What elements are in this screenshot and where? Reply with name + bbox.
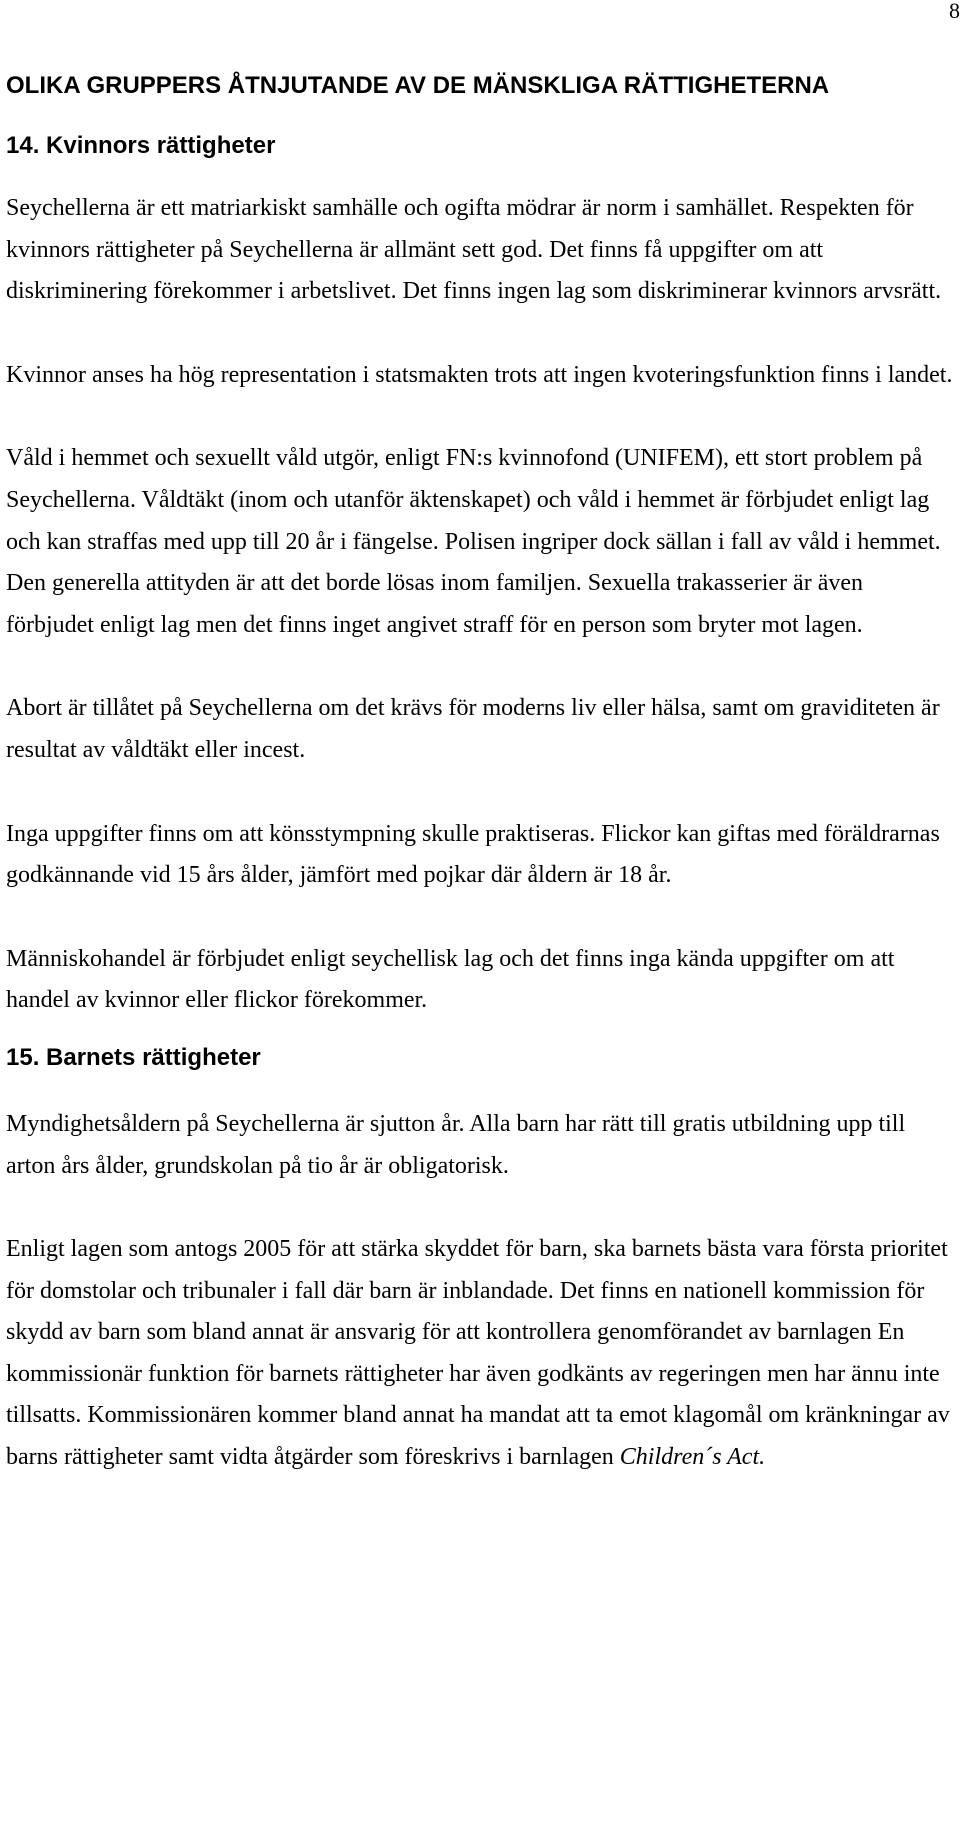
paragraph [6,1229,956,1479]
paragraph: Människohandel är förbjudet enligt seychellisk lag och det finns inga kända uppgifter om att handel av kvinnor eller flickor förekommer. [6,945,895,1014]
document-body [6,70,956,1479]
paragraph: Seychellerna är ett matriarkiskt samhälle och ogifta mödrar är norm i samhället. Respekten för kvinnors rättigheter på Seychellerna är allmänt sett god. Det finns få uppgifter om att diskriminering förekommer i arbetslivet. Det finns ingen lag som diskriminerar kvinnors arvsrätt. [6,195,942,305]
act-title: Children´s Act. [619,1444,766,1471]
section-heading-womens-rights: 14. Kvinnors rättigheter [6,132,276,159]
paragraph-text: Enligt lagen som antogs 2005 för att stärka skyddet för barn, ska barnets bästa vara första prioritet för domstolar och tribunaler i fall där barn är inblandade. Det finns en nationell kommission för skydd av barn som bland annat är ansvarig för att kontrollera genomförandet av barnlagen En kommissionär funktion för barnets rättigheter har även godkänts av regeringen men har ännu inte tillsatts. Kommissionären kommer bland annat ha mandat att ta emot klagomål om kränkningar av barns rättigheter samt vidta åtgärder som föreskrivs i barnlagen [6,1236,950,1471]
paragraph: Inga uppgifter finns om att könsstympning skulle praktiseras. Flickor kan giftas med föräldrarnas godkännande vid 15 års ålder, jämfört med pojkar där åldern är 18 år. [6,820,940,889]
chapter-title: OLIKA GRUPPERS ÅTNJUTANDE AV DE MÄNSKLIGA RÄTTIGHETERNA [6,72,830,99]
paragraph: Kvinnor anses ha hög representation i statsmakten trots att ingen kvoteringsfunktion finns i landet. [6,361,953,388]
paragraph: Våld i hemmet och sexuellt våld utgör, enligt FN:s kvinnofond (UNIFEM), ett stort problem på Seychellerna. Våldtäkt (inom och utanför äktenskapet) och våld i hemmet är förbjudet enligt lag och kan straffas med upp till 20 år i fängelse. Polisen ingriper dock sällan i fall av våld i hemmet. Den generella attityden är att det borde lösas inom familjen. Sexuella trakasserier är även förbjudet enligt lag men det finns inget angivet straff för en person som bryter mot lagen. [6,445,941,638]
paragraph: Myndighetsåldern på Seychellerna är sjutton år. Alla barn har rätt till gratis utbildning upp till arton års ålder, grundskolan på tio år är obligatorisk. [6,1110,906,1179]
paragraph: Abort är tillåtet på Seychellerna om det krävs för moderns liv eller hälsa, samt om graviditeten är resultat av våldtäkt eller incest. [6,695,940,763]
page-number: 8 [949,0,960,23]
section-heading-childrens-rights: 15. Barnets rättigheter [6,1043,261,1071]
